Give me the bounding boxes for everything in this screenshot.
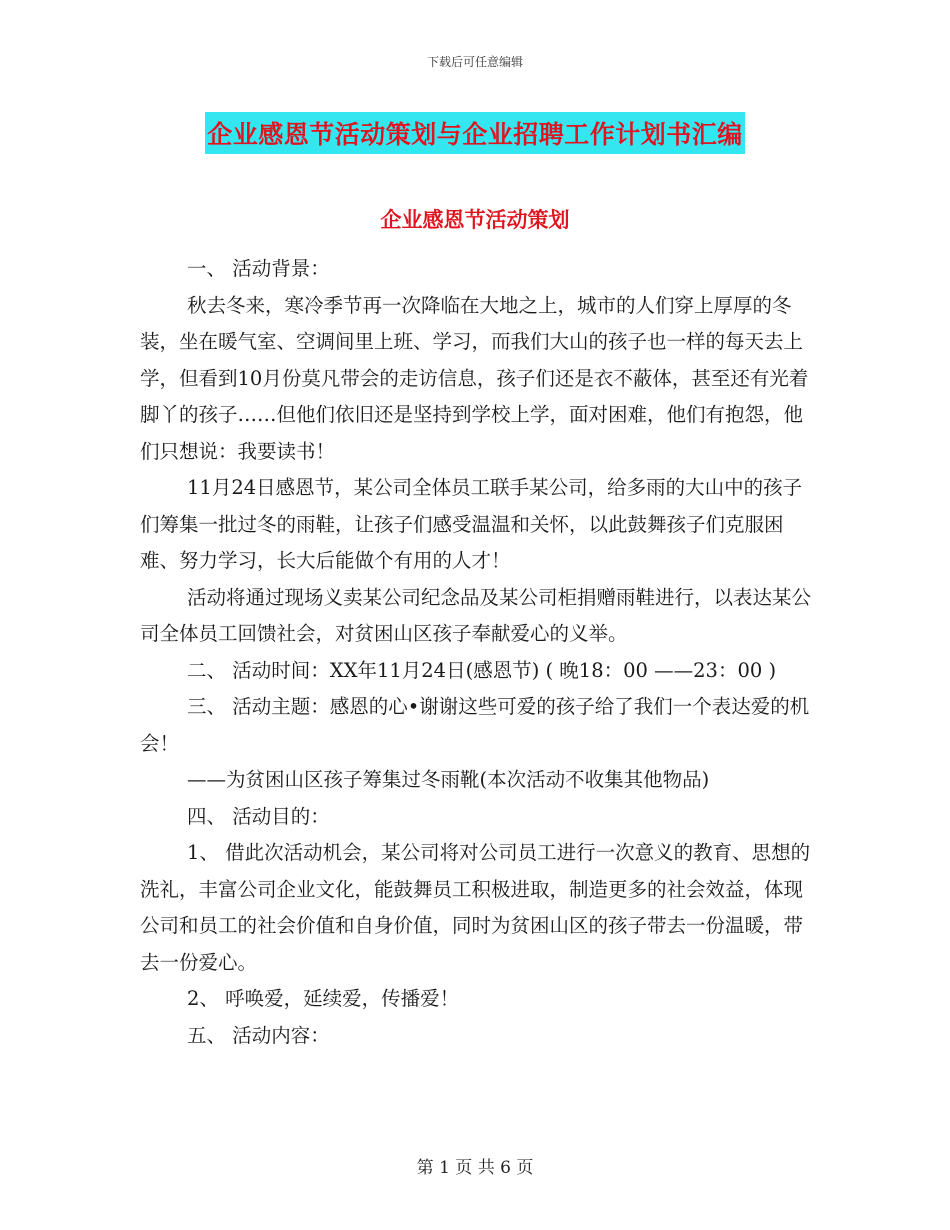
paragraph-background-3: 活动将通过现场义卖某公司纪念品及某公司柜捐赠雨鞋进行，以表达某公司全体员工回馈社会，对贫困山区孩子奉献爱心的义举。	[140, 585, 812, 645]
paragraph-theme: 三、 活动主题：感恩的心•谢谢这些可爱的孩子给了我们一个表达爱的机会！	[140, 695, 810, 755]
heading-purpose: 四、 活动目的：	[187, 804, 330, 828]
paragraph-background-1: 秋去冬来，寒冷季节再一次降临在大地之上，城市的人们穿上厚厚的冬装，坐在暖气室、空调间里上班、学习，而我们大山的孩子也一样的每天去上学，但看到10月份莫凡带会的走访信息，孩子们还是衣不蔽体，甚至还有光着脚丫的孩子……但他们依旧还是坚持到学校上学，面对困难，他们有抱怨，他们只想说：我要读书！	[140, 293, 809, 463]
page-footer: 第 1 页 共 6 页	[416, 1158, 534, 1178]
heading-background: 一、 活动背景：	[187, 257, 330, 280]
paragraph-purpose-2: 2、 呼唤爱，延续爱，传播爱！	[187, 987, 460, 1010]
paragraph-time: 二、 活动时间：XX年11月24日(感恩节) ( 晚18：00 ——23：00 )	[187, 658, 777, 682]
paragraph-purpose-1: 1、 借此次活动机会，某公司将对公司员工进行一次意义的教育、思想的洗礼，丰富公司企业文化，能鼓舞员工积极进取，制造更多的社会效益，体现公司和员工的社会价值和自身价值，同时为贫困山区的孩子带去一份温暖，带去一份爱心。	[140, 841, 811, 974]
section-title: 企业感恩节活动策划	[380, 208, 570, 232]
paragraph-theme-sub: ——为贫困山区孩子筹集过冬雨靴(本次活动不收集其他物品)	[187, 768, 710, 791]
main-title: 企业感恩节活动策划与企业招聘工作计划书汇编	[205, 112, 745, 154]
paragraph-background-2: 11月24日感恩节，某公司全体员工联手某公司，给多雨的大山中的孩子们筹集一批过冬的雨鞋，让孩子们感受温温和关怀，以此鼓舞孩子们克服困难、努力学习，长大后能做个有用的人才！	[140, 476, 803, 572]
document-body	[140, 251, 812, 1054]
heading-content: 五、 活动内容：	[187, 1023, 330, 1047]
main-title-wrap	[0, 112, 950, 154]
header-note: 下载后可任意编辑	[426, 55, 523, 69]
